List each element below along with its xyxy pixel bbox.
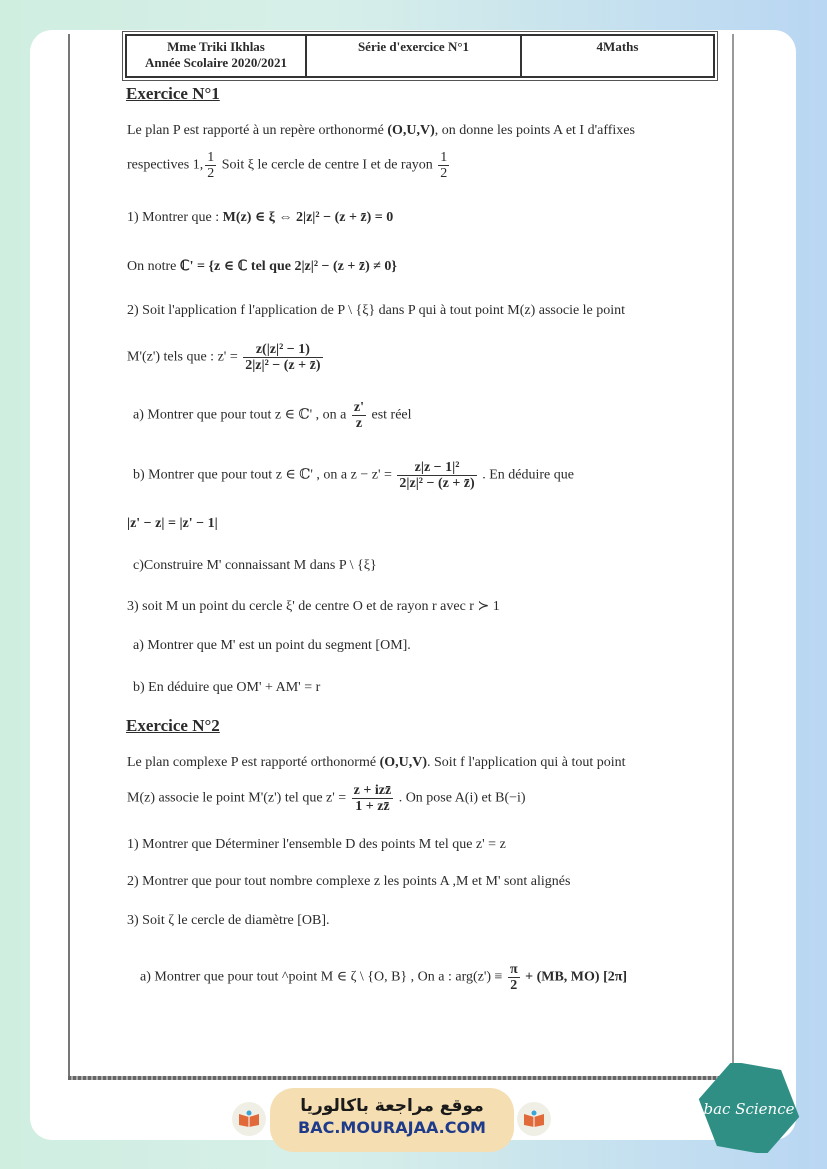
scan-border-bottom — [68, 1076, 734, 1080]
ex1-q3: 3) soit M un point du cercle ξ' de centre O et de rayon r avec r ≻ 1 — [127, 599, 500, 614]
frac-num: z + izz̄ — [353, 783, 392, 798]
ex1-intro-line1 — [127, 123, 635, 139]
footer-url-link[interactable]: BAC.MOURAJAA.COM — [298, 1118, 486, 1137]
fraction-radius — [438, 150, 449, 181]
frac-den: z — [355, 416, 363, 431]
ex2-intro-line2 — [127, 783, 526, 814]
q2-fraction — [243, 342, 322, 373]
q2-def-text: M'(z') tels que : z' = — [127, 349, 238, 365]
footer-arabic-text: موقع مراجعة باكالوريا — [300, 1096, 484, 1116]
site-footer-banner[interactable] — [270, 1088, 514, 1152]
bac-science-badge — [696, 1063, 802, 1153]
frac-num: z|z − 1|² — [397, 460, 476, 476]
ex1-q2b — [133, 460, 574, 491]
scan-border-right — [732, 34, 734, 1079]
frac-num: z(|z|² − 1) — [243, 342, 322, 358]
frac-num: z' — [353, 400, 364, 415]
ex1-intro-line2 — [127, 150, 451, 181]
q3a-end: + (MB, MO) [2π] — [525, 969, 628, 985]
scan-border-left — [68, 34, 70, 1079]
q2b-text: b) Montrer que pour tout z ∈ ℂ' , on a z − z' = — [133, 467, 392, 483]
q2a-end: est réel — [371, 407, 412, 423]
teacher-name: Mme Triki Ikhlas — [167, 39, 265, 54]
ex2-q2: 2) Montrer que pour tout nombre complexe z les points A ,M et M' sont alignés — [127, 874, 571, 889]
ex1-q2b-result: |z' − z| = |z' − 1| — [127, 516, 218, 531]
ex1-q2c: c)Construire M' connaissant M dans P \ {ξ} — [133, 558, 377, 573]
ex1-q2a — [133, 400, 412, 431]
exercise-2-title: Exercice N°2 — [126, 716, 220, 735]
frac-den: 2 — [440, 166, 448, 181]
pi-half-fraction — [508, 962, 520, 993]
frame-notation: (O,U,V) — [387, 123, 435, 138]
frac-num: 1 — [207, 150, 215, 165]
ex2-q3: 3) Soit ζ le cercle de diamètre [OB]. — [127, 913, 330, 928]
note-equation: ℂ' = {z ∈ ℂ tel que 2|z|² − (z + z̄) ≠ 0} — [179, 259, 397, 274]
q1-label: 1) Montrer que : — [127, 210, 220, 225]
ex2-q3a — [140, 962, 627, 993]
frac-den: 2|z|² − (z + z̄) — [245, 358, 321, 373]
affix-one: 1, — [192, 157, 204, 173]
q3a-text: a) Montrer que pour tout ^point M ∈ ζ \ {O, B} , On a : arg(z') ≡ — [140, 969, 503, 985]
book-logo-icon-right — [517, 1102, 551, 1136]
ex2-intro-line1 — [127, 755, 626, 771]
note-label: On notre — [127, 259, 177, 274]
level: 4Maths — [596, 39, 639, 54]
series-title: Série d'exercice N°1 — [307, 36, 522, 76]
ex1-q3b: b) En déduire que OM' + AM' = r — [133, 680, 321, 695]
ex1-q3a: a) Montrer que M' est un point du segment [OM]. — [133, 638, 411, 653]
q2b-end: . En déduire que — [482, 467, 574, 483]
ex2-intro2-text: M(z) associe le point M'(z') tel que z' = — [127, 790, 347, 806]
ex1-intro-text: Le plan P est rapporté à un repère orthonormé — [127, 123, 384, 138]
frac-num: 1 — [440, 150, 448, 165]
ex2-fraction — [352, 783, 394, 814]
q2a-text: a) Montrer que pour tout z ∈ ℂ' , on a — [133, 407, 347, 423]
exercise-1-title: Exercice N°1 — [126, 84, 220, 103]
ex1-intro-text-b: , on donne les points A et I d'affixes — [434, 123, 635, 138]
ex1-q1 — [127, 209, 393, 226]
header-teacher-cell — [127, 36, 307, 76]
q2a-fraction — [352, 400, 366, 431]
ex2-intro2-text-b: . On pose A(i) et B(−i) — [398, 790, 526, 806]
book-logo-icon-left — [232, 1102, 266, 1136]
ex2-q1: 1) Montrer que Déterminer l'ensemble D des points M tel que z' = z — [127, 837, 506, 852]
header-table — [125, 34, 715, 78]
school-year: Année Scolaire 2020/2021 — [144, 55, 288, 70]
ex1-q2-def — [127, 342, 325, 373]
ex1-note — [127, 258, 397, 275]
fraction-half — [205, 150, 216, 181]
ex1-q2: 2) Soit l'application f l'application de P \ {ξ} dans P qui à tout point M(z) associe le point — [127, 303, 626, 318]
frac-den: 2 — [207, 166, 215, 181]
q1-equation: M(z) ∈ ξ ⇔ 2|z|² − (z + z̄) = 0 — [222, 210, 394, 225]
frac-num: π — [509, 962, 518, 977]
badge-text: bac Science — [703, 1100, 795, 1118]
q2b-fraction — [397, 460, 476, 491]
ex1-intro2-text: respectives — [127, 157, 190, 173]
ex2-intro-text: Le plan complexe P est rapporté orthonormé — [127, 755, 377, 770]
ex1-intro2-text-b: Soit ξ le cercle de centre I et de rayon — [221, 157, 433, 173]
frame-notation: (O,U,V) — [379, 755, 428, 770]
frac-den: 1 + zz̄ — [355, 799, 390, 814]
ex2-intro-text-b: . Soit f l'application qui à tout point — [427, 755, 626, 770]
frac-den: 2|z|² − (z + z̄) — [399, 476, 475, 491]
frac-den: 2 — [510, 978, 518, 993]
